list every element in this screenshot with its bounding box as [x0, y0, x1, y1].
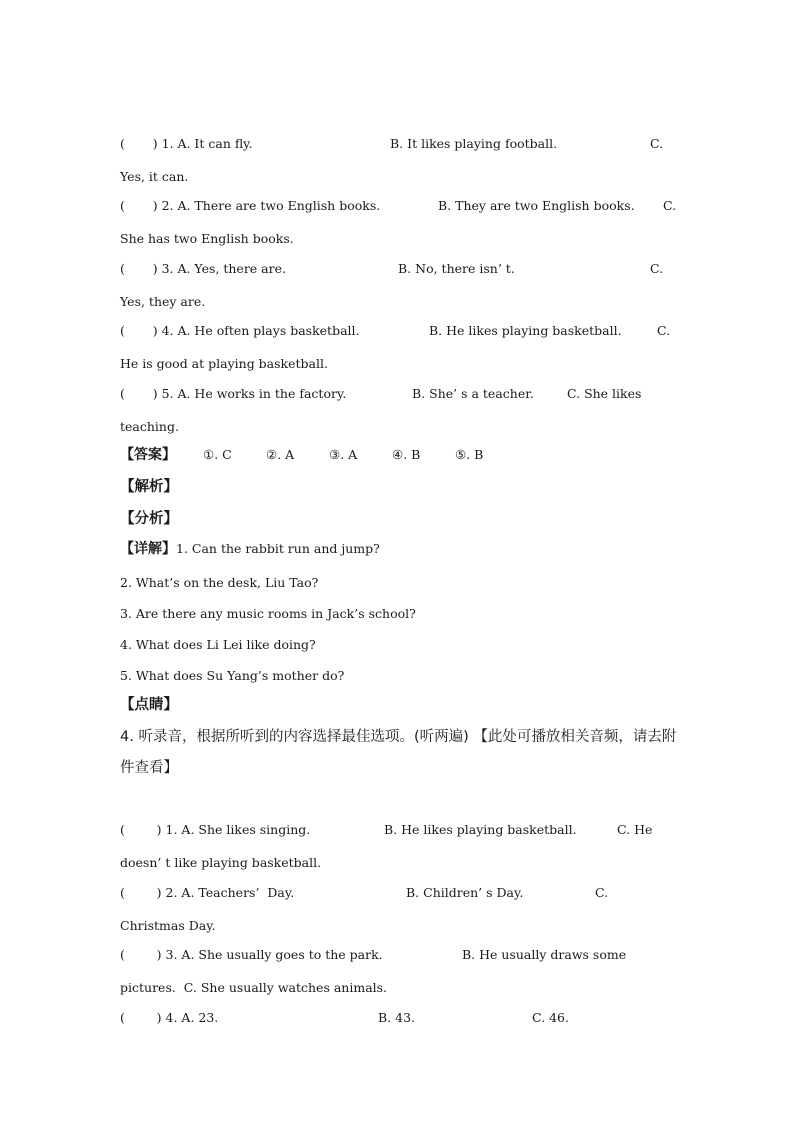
option-b: B. It likes playing football.	[390, 136, 558, 151]
question-continuation: Christmas Day.	[120, 918, 216, 933]
detail-item: 4. What does Li Lei like doing?	[120, 637, 316, 652]
option-b: B. She’ s a teacher.	[412, 386, 534, 401]
option-b: B. He likes playing basketball.	[429, 323, 622, 338]
option-c: C.	[663, 198, 677, 213]
detail-item: 3. Are there any music rooms in Jack’s school?	[120, 606, 416, 621]
option-a: 4. A. He often plays basketball.	[161, 323, 360, 338]
detail-item: 5. What does Su Yang’s mother do?	[120, 668, 345, 683]
answer-blank: ( )	[120, 822, 162, 837]
section-instruction-cont: 件查看】	[120, 760, 178, 776]
question-continuation: doesn’ t like playing basketball.	[120, 855, 322, 870]
option-b: B. Children’ s Day.	[406, 885, 524, 900]
section-instruction: 4. 听录音，根据所听到的内容选择最佳选项。(听两遍) 【此处可播放相关音频，请去附	[120, 729, 677, 745]
option-a: 5. A. He works in the factory.	[161, 386, 347, 401]
option-c: C.	[650, 261, 664, 276]
option-a: 2. A. There are two English books.	[161, 198, 381, 213]
question-line	[120, 136, 680, 152]
question-continuation: teaching.	[120, 419, 179, 434]
option-c: C. 46.	[532, 1010, 569, 1025]
answer-row	[120, 447, 680, 463]
detail-line	[120, 541, 680, 557]
option-c: C.	[657, 323, 671, 338]
option-a: 3. A. Yes, there are.	[161, 261, 286, 276]
answer-blank: ( )	[120, 261, 158, 276]
question-continuation: Yes, it can.	[120, 169, 189, 184]
answer-blank: ( )	[120, 386, 158, 401]
answer-item: ④. B	[392, 447, 421, 462]
answer-blank: ( )	[120, 885, 162, 900]
option-b: B. He usually draws some	[462, 947, 627, 962]
question-line	[120, 386, 680, 402]
answer-item: ②. A	[266, 447, 295, 462]
question-continuation: Yes, they are.	[120, 294, 206, 309]
detail-label: 【详解】	[120, 541, 176, 557]
option-c: C. She likes	[567, 386, 642, 401]
option-b: B. 43.	[378, 1010, 416, 1025]
question-continuation: She has two English books.	[120, 231, 294, 246]
answer-item: ①. C	[203, 447, 232, 462]
question-line	[120, 947, 680, 963]
question-line	[120, 323, 680, 339]
answer-blank: ( )	[120, 947, 162, 962]
option-a: 1. A. She likes singing.	[165, 822, 311, 837]
question-line	[120, 885, 680, 901]
option-a: 2. A. Teachers’ Day.	[165, 885, 295, 900]
answer-item: ⑤. B	[455, 447, 484, 462]
question-line	[120, 822, 680, 838]
detail-item: 2. What’s on the desk, Liu Tao?	[120, 575, 319, 590]
option-a: 4. A. 23.	[165, 1010, 219, 1025]
detail-item: 1. Can the rabbit run and jump?	[176, 541, 380, 556]
option-b: B. They are two English books.	[438, 198, 635, 213]
question-continuation: He is good at playing basketball.	[120, 356, 328, 371]
answer-blank: ( )	[120, 198, 158, 213]
question-line	[120, 198, 680, 214]
answer-blank: ( )	[120, 323, 158, 338]
analysis-label: 【解析】	[120, 479, 178, 495]
option-b: B. No, there isn’ t.	[398, 261, 515, 276]
option-a: 1. A. It can fly.	[161, 136, 253, 151]
option-a: 3. A. She usually goes to the park.	[165, 947, 383, 962]
question-continuation: pictures. C. She usually watches animals.	[120, 980, 388, 995]
answer-label: 【答案】	[120, 447, 176, 463]
question-line	[120, 261, 680, 277]
dianjing-label: 【点睛】	[120, 697, 178, 713]
fenxi-label: 【分析】	[120, 511, 178, 527]
option-c: C.	[650, 136, 664, 151]
option-b: B. He likes playing basketball.	[384, 822, 577, 837]
answer-item: ③. A	[329, 447, 358, 462]
answer-blank: ( )	[120, 1010, 162, 1025]
answer-blank: ( )	[120, 136, 158, 151]
option-c: C. He	[617, 822, 653, 837]
question-line	[120, 1010, 680, 1026]
option-c: C.	[595, 885, 609, 900]
